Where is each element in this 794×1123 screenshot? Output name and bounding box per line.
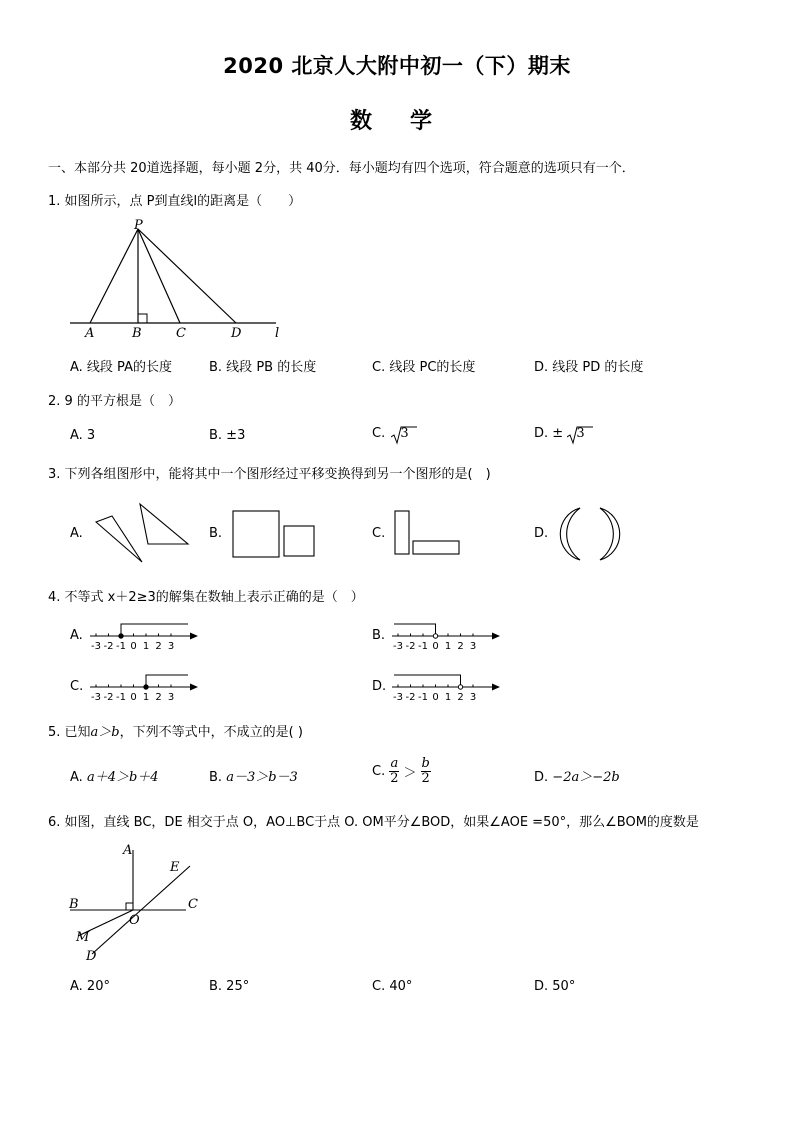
q4-label-b: B. xyxy=(372,628,386,643)
exam-title: 2020 北京人大附中初一（下）期末 xyxy=(223,54,571,78)
tick-label: 1 xyxy=(142,641,150,652)
q5-option-a-label: A. xyxy=(70,770,83,785)
q3-label-c: C. xyxy=(372,526,386,541)
q4-stem: 4. 不等式 x＋2≥3的解集在数轴上表示正确的是（ ） xyxy=(48,590,364,605)
tick-label: -3 xyxy=(393,641,403,652)
q5-option-c-fraction-right xyxy=(421,757,431,786)
q3-figure-d-crescents-icon xyxy=(554,504,630,564)
tick-label: -1 xyxy=(418,641,428,652)
q5-option-c-gt: ＞ xyxy=(403,766,417,781)
q4-label-a: A. xyxy=(70,628,83,643)
q5-option-d xyxy=(534,766,620,785)
q5-option-d-math: −2a＞−2b xyxy=(552,770,620,785)
tick-label: 1 xyxy=(444,641,452,652)
closed-dot-icon xyxy=(119,634,123,638)
q5-option-a-math: a＋4＞b＋4 xyxy=(86,770,159,785)
q5-option-c-label: C. xyxy=(372,764,386,779)
tick-label: -2 xyxy=(103,692,114,703)
tick-label: -2 xyxy=(405,692,416,703)
q6-label-b: B xyxy=(69,897,79,912)
solution-ray xyxy=(146,675,188,687)
tick-label: -2 xyxy=(103,641,114,652)
solution-ray xyxy=(394,624,436,636)
q5-option-c xyxy=(372,757,431,786)
q3-label-a: A. xyxy=(70,526,83,541)
q1-option-c: C. 线段 PC的长度 xyxy=(372,360,476,375)
solution-ray xyxy=(394,675,461,687)
q3-figure-a-triangles-icon xyxy=(92,500,192,568)
q5-option-b-label: B. xyxy=(209,770,223,785)
q5-stem-math: a＞b xyxy=(90,725,120,740)
open-dot-icon xyxy=(433,634,437,638)
q5-option-c-num2: b xyxy=(421,756,430,771)
q1-label-l: l xyxy=(275,326,280,341)
sqrt-icon xyxy=(567,426,584,441)
q2-option-b: B. ±3 xyxy=(209,428,246,443)
q6-label-d: D xyxy=(86,949,97,964)
tick-label: -3 xyxy=(91,641,101,652)
tick-label: 0 xyxy=(432,641,439,652)
q5-stem-suffix: ，下列不等式中，不成立的是( ) xyxy=(119,725,303,740)
tick-label: -3 xyxy=(393,692,403,703)
closed-dot-icon xyxy=(144,685,148,689)
q4-number-line-a xyxy=(88,618,203,656)
q4-number-line-c xyxy=(88,669,203,707)
q6-label-e: E xyxy=(170,860,180,875)
q2-option-c xyxy=(372,426,409,441)
solution-ray xyxy=(121,624,188,636)
q2-option-d xyxy=(534,426,585,441)
q6-option-a: A. 20° xyxy=(70,979,110,994)
q3-label-d: D. xyxy=(534,526,549,541)
tick-label: 0 xyxy=(130,641,137,652)
q6-figure xyxy=(62,838,212,968)
sqrt-icon xyxy=(391,426,408,441)
q4-number-line-d xyxy=(390,669,505,707)
tick-label: 1 xyxy=(142,692,150,703)
q6-option-c: C. 40° xyxy=(372,979,413,994)
q1-option-d: D. 线段 PD 的长度 xyxy=(534,360,644,375)
q6-option-d: D. 50° xyxy=(534,979,576,994)
q1-label-d: D xyxy=(231,326,242,341)
arrow-icon xyxy=(190,684,198,691)
q1-label-b: B xyxy=(132,326,142,341)
q6-option-b: B. 25° xyxy=(209,979,250,994)
q4-label-c: C. xyxy=(70,679,84,694)
tick-label: -3 xyxy=(91,692,101,703)
tick-label: 2 xyxy=(457,692,464,703)
q6-label-a: A xyxy=(123,843,133,858)
q6-label-o: O xyxy=(129,913,140,928)
q1-label-a: A xyxy=(85,326,95,341)
tick-label: 3 xyxy=(167,641,175,652)
q3-stem: 3. 下列各组图形中，能将其中一个图形经过平移变换得到另一个图形的是( ) xyxy=(48,467,491,482)
q5-stem xyxy=(48,721,303,740)
tick-label: 2 xyxy=(457,641,464,652)
q5-option-c-den1: 2 xyxy=(390,771,399,786)
q3-figure-b-squares-icon xyxy=(230,508,320,560)
tick-label: -1 xyxy=(116,692,126,703)
q4-label-d: D. xyxy=(372,679,387,694)
tick-label: -1 xyxy=(418,692,428,703)
q4-number-line-b xyxy=(390,618,505,656)
open-dot-icon xyxy=(458,685,462,689)
q2-option-a: A. 3 xyxy=(70,428,96,443)
q3-figure-c-rectangles-icon xyxy=(392,508,464,560)
q1-figure xyxy=(60,215,290,345)
tick-label: 3 xyxy=(167,692,175,703)
tick-label: 0 xyxy=(130,692,137,703)
q5-option-a xyxy=(70,766,159,785)
q2-option-d-label: D. ± xyxy=(534,426,564,441)
tick-label: 3 xyxy=(469,692,477,703)
q1-label-c: C xyxy=(176,326,186,341)
tick-label: 2 xyxy=(155,692,162,703)
q5-stem-prefix: 5. 已知 xyxy=(48,725,91,740)
section-intro: 一、本部分共 20道选择题，每小题 2分，共 40分．每小题均有四个选项，符合题意的选项只有一个． xyxy=(48,161,635,176)
arrow-icon xyxy=(190,633,198,640)
q6-label-c: C xyxy=(188,897,198,912)
q1-stem: 1. 如图所示，点 P到直线l的距离是（ ） xyxy=(48,194,302,209)
q5-option-b xyxy=(209,766,298,785)
q5-option-c-fraction-left xyxy=(389,757,399,786)
arrow-icon xyxy=(492,633,500,640)
q2-stem: 2. 9 的平方根是（ ） xyxy=(48,394,181,409)
q6-label-m: M xyxy=(76,930,90,945)
tick-label: 1 xyxy=(444,692,452,703)
q1-option-a: A. 线段 PA的长度 xyxy=(70,360,172,375)
q2-option-d-radicand: 3 xyxy=(576,426,585,441)
q5-option-c-num1: a xyxy=(390,756,399,771)
arrow-icon xyxy=(492,684,500,691)
q6-stem: 6. 如图，直线 BC，DE 相交于点 O，AO⊥BC于点 O. OM平分∠BOD，如果∠AOE =50°，那么∠BOM的度数是 xyxy=(48,815,699,830)
q5-option-c-den2: 2 xyxy=(421,771,430,786)
q1-label-p: P xyxy=(134,218,143,233)
q2-option-c-radicand: 3 xyxy=(400,426,409,441)
q5-option-b-math: a－3＞b－3 xyxy=(226,770,298,785)
tick-label: 3 xyxy=(469,641,477,652)
q5-option-d-label: D. xyxy=(534,770,549,785)
q2-option-c-label: C. xyxy=(372,426,386,441)
tick-label: 2 xyxy=(155,641,162,652)
tick-label: -1 xyxy=(116,641,126,652)
q3-label-b: B. xyxy=(209,526,223,541)
tick-label: 0 xyxy=(432,692,439,703)
tick-label: -2 xyxy=(405,641,416,652)
subject-title: 数学 xyxy=(350,109,471,134)
q1-option-b: B. 线段 PB 的长度 xyxy=(209,360,317,375)
